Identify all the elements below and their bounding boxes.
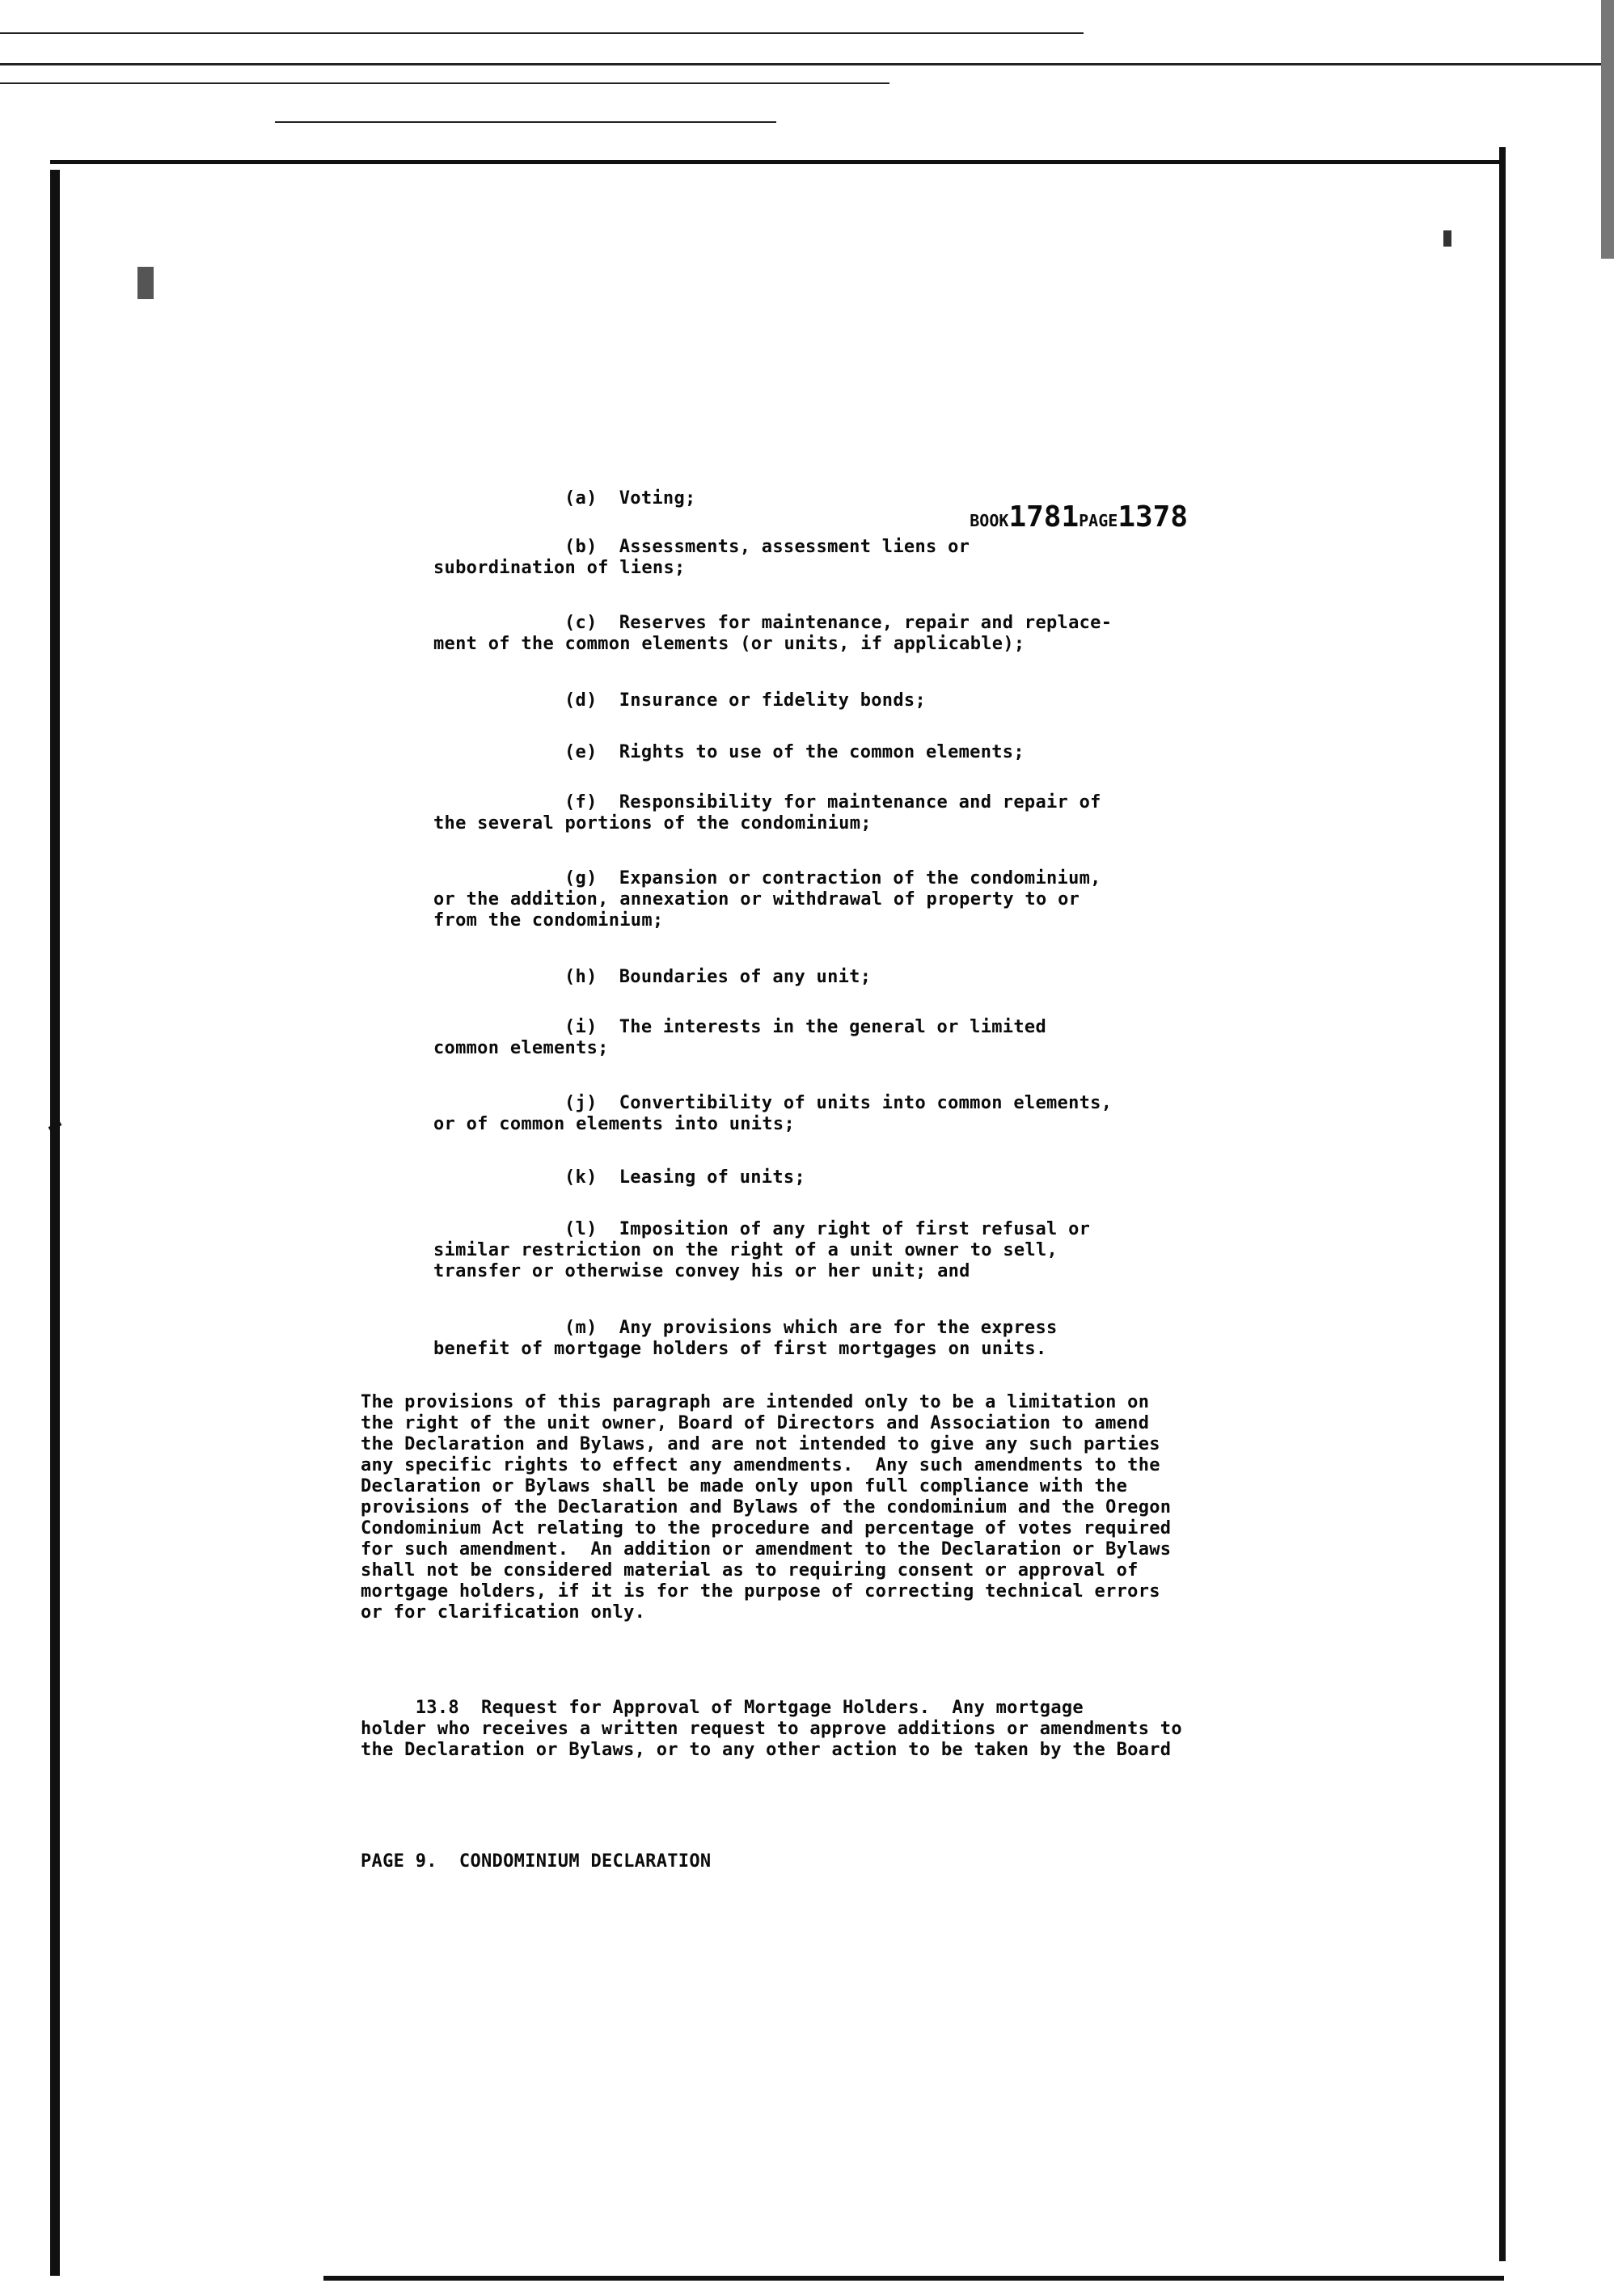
item-j-cont: or of common elements into units;: [433, 1114, 795, 1134]
item-g: (g) Expansion or contraction of the condominium,: [564, 868, 1101, 888]
item-g-cont: or the addition, annexation or withdrawal of property to or: [433, 889, 1080, 910]
paragraph-line: for such amendment. An addition or amendment to the Declaration or Bylaws: [361, 1539, 1172, 1560]
item-l: (l) Imposition of any right of first refusal or: [564, 1219, 1091, 1239]
stamp-book-number: 1781: [1008, 500, 1080, 534]
paragraph-line: mortgage holders, if it is for the purpose of correcting technical errors: [361, 1581, 1160, 1602]
scan-edge-marks: [1601, 0, 1614, 259]
item-b: (b) Assessments, assessment liens or: [564, 537, 970, 557]
scan-top-rule-4: [275, 121, 776, 123]
page-frame-left: [50, 170, 60, 2276]
paragraph-line: Condominium Act relating to the procedure and percentage of votes required: [361, 1518, 1172, 1538]
section-line: 13.8 Request for Approval of Mortgage Holders. Any mortgage: [361, 1698, 1084, 1718]
item-f: (f) Responsibility for maintenance and repair of: [564, 792, 1101, 812]
item-l-cont: transfer or otherwise convey his or her unit; and: [433, 1261, 970, 1281]
paragraph-line: the right of the unit owner, Board of Directors and Association to amend: [361, 1413, 1150, 1433]
item-g-cont: from the condominium;: [433, 910, 664, 931]
item-a: (a) Voting;: [564, 488, 696, 509]
item-i: (i) The interests in the general or limited: [564, 1017, 1046, 1037]
item-b-cont: subordination of liens;: [433, 558, 686, 578]
item-c-cont: ment of the common elements (or units, if applicable);: [433, 634, 1025, 654]
paragraph-line: any specific rights to effect any amendments. Any such amendments to the: [361, 1455, 1160, 1475]
item-c: (c) Reserves for maintenance, repair and replace-: [564, 613, 1113, 633]
section-line: holder who receives a written request to approve additions or amendments to: [361, 1719, 1182, 1739]
scan-top-rule-3: [0, 82, 889, 84]
item-i-cont: common elements;: [433, 1038, 609, 1058]
item-h: (h) Boundaries of any unit;: [564, 967, 872, 987]
scan-top-rule-2: [0, 63, 1614, 65]
page-frame-bottom: [323, 2276, 1504, 2281]
item-j: (j) Convertibility of units into common elements,: [564, 1093, 1113, 1113]
scan-speck: [1443, 230, 1451, 247]
item-f-cont: the several portions of the condominium;: [433, 813, 872, 834]
scan-speck: [137, 267, 154, 299]
stamp-page-number: 1378: [1118, 500, 1189, 534]
item-m-cont: benefit of mortgage holders of first mortgages on units.: [433, 1339, 1047, 1359]
stamp-page-prefix: PAGE: [1079, 511, 1118, 530]
item-k: (k) Leasing of units;: [564, 1167, 805, 1188]
page-frame-top: [50, 160, 1506, 164]
item-l-cont: similar restriction on the right of a unit owner to sell,: [433, 1240, 1058, 1260]
paragraph-line: the Declaration and Bylaws, and are not intended to give any such parties: [361, 1434, 1160, 1454]
stamp-book-prefix: BOOK: [970, 511, 1009, 530]
scan-top-rule-1: [0, 32, 1084, 34]
item-m: (m) Any provisions which are for the express: [564, 1318, 1058, 1338]
paragraph-line: provisions of the Declaration and Bylaws of the condominium and the Oregon: [361, 1497, 1172, 1517]
item-e: (e) Rights to use of the common elements;: [564, 742, 1025, 762]
paragraph-line: Declaration or Bylaws shall be made only upon full compliance with the: [361, 1476, 1128, 1496]
page-footer: PAGE 9. CONDOMINIUM DECLARATION: [361, 1851, 712, 1872]
paragraph-line: shall not be considered material as to requiring consent or approval of: [361, 1560, 1139, 1581]
paragraph-line: The provisions of this paragraph are intended only to be a limitation on: [361, 1392, 1150, 1412]
item-d: (d) Insurance or fidelity bonds;: [564, 690, 926, 711]
page-frame-right: [1499, 147, 1506, 2261]
section-line: the Declaration or Bylaws, or to any other action to be taken by the Board: [361, 1740, 1172, 1760]
paragraph-line: or for clarification only.: [361, 1602, 646, 1623]
recording-stamp: [954, 485, 1188, 534]
